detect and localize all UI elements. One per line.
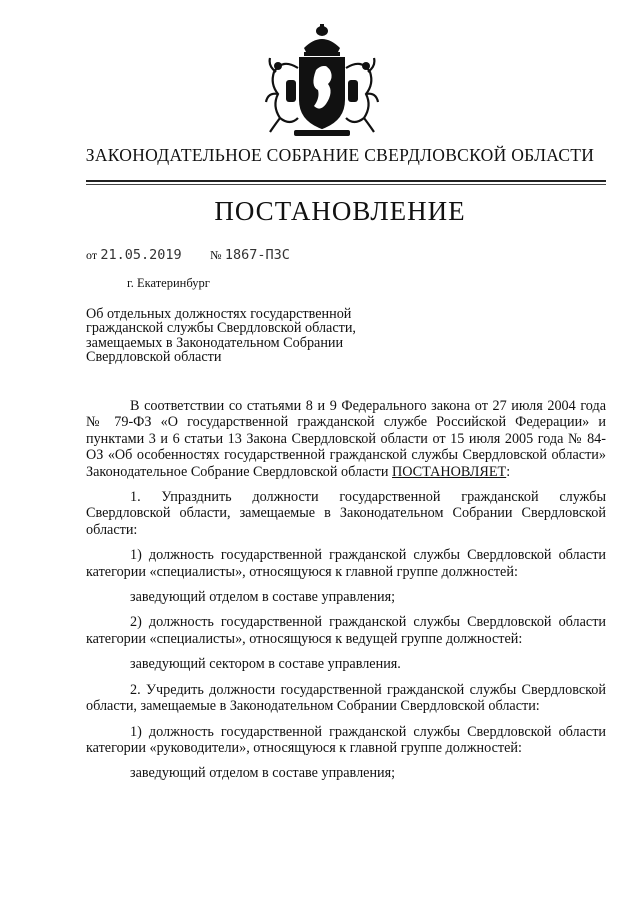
item-2: 2. Учредить должности государственной гражданской службы Свердловской области, замещаемые в Законодательном Собрании Свердловской области: — [86, 681, 606, 715]
document-date: 21.05.2019 — [100, 247, 182, 263]
item-1-sub-1: 1) должность государственной гражданской службы Свердловской области категории «специалисты», относящуюся к главной группе должностей: — [86, 547, 606, 580]
resolves-suffix: : — [506, 463, 511, 480]
number-prefix: № — [210, 248, 222, 262]
date-number-row — [86, 247, 290, 263]
item-1-sub-2: 2) должность государственной гражданской службы Свердловской области категории «специалисты», относящуюся к ведущей группе должностей: — [86, 614, 606, 647]
city: г. Екатеринбург — [127, 276, 210, 290]
coat-of-arms-icon — [264, 22, 380, 140]
date-prefix: от — [86, 248, 98, 262]
item-1: 1. Упразднить должности государственной гражданской службы Свердловской области, замещаемые в Законодательном Собрании Свердловской области: — [86, 489, 606, 538]
preamble-paragraph — [86, 398, 606, 480]
document-body — [86, 398, 606, 791]
header-divider — [86, 180, 606, 182]
document-number: 1867-ПЗС — [224, 247, 290, 263]
organization-title: ЗАКОНОДАТЕЛЬНОЕ СОБРАНИЕ СВЕРДЛОВСКОЙ ОБЛАСТИ — [85, 145, 595, 165]
header-divider-thin — [86, 184, 606, 185]
preamble-text: В соответствии со статьями 8 и 9 Федерального закона от 27 июля 2004 года № 79-ФЗ «О государственной гражданской службе Российской Федерации» и пунктами 3 и 6 статьи 13 Закона Свердловской области от 15 июля 2005 года № 84-ОЗ «Об особенностях государственной гражданской службы Свердловской области» Законодательное Собрание Свердловской области — [86, 398, 606, 480]
document-subject: Об отдельных должностях государственной гражданской службы Свердловской области, замещаемых в Законодательном Собрании Свердловской области — [86, 306, 356, 366]
document-type-title: ПОСТАНОВЛЕНИЕ — [214, 196, 466, 226]
item-2-sub-1-position: заведующий отделом в составе управления; — [130, 765, 396, 782]
item-2-sub-1: 1) должность государственной гражданской службы Свердловской области категории «руководители», относящуюся к главной группе должностей: — [86, 723, 606, 756]
resolves-word: ПОСТАНОВЛЯЕТ — [392, 463, 507, 480]
item-1-sub-1-position: заведующий отделом в составе управления; — [130, 589, 396, 606]
item-1-sub-2-position: заведующий сектором в составе управления. — [130, 656, 401, 673]
